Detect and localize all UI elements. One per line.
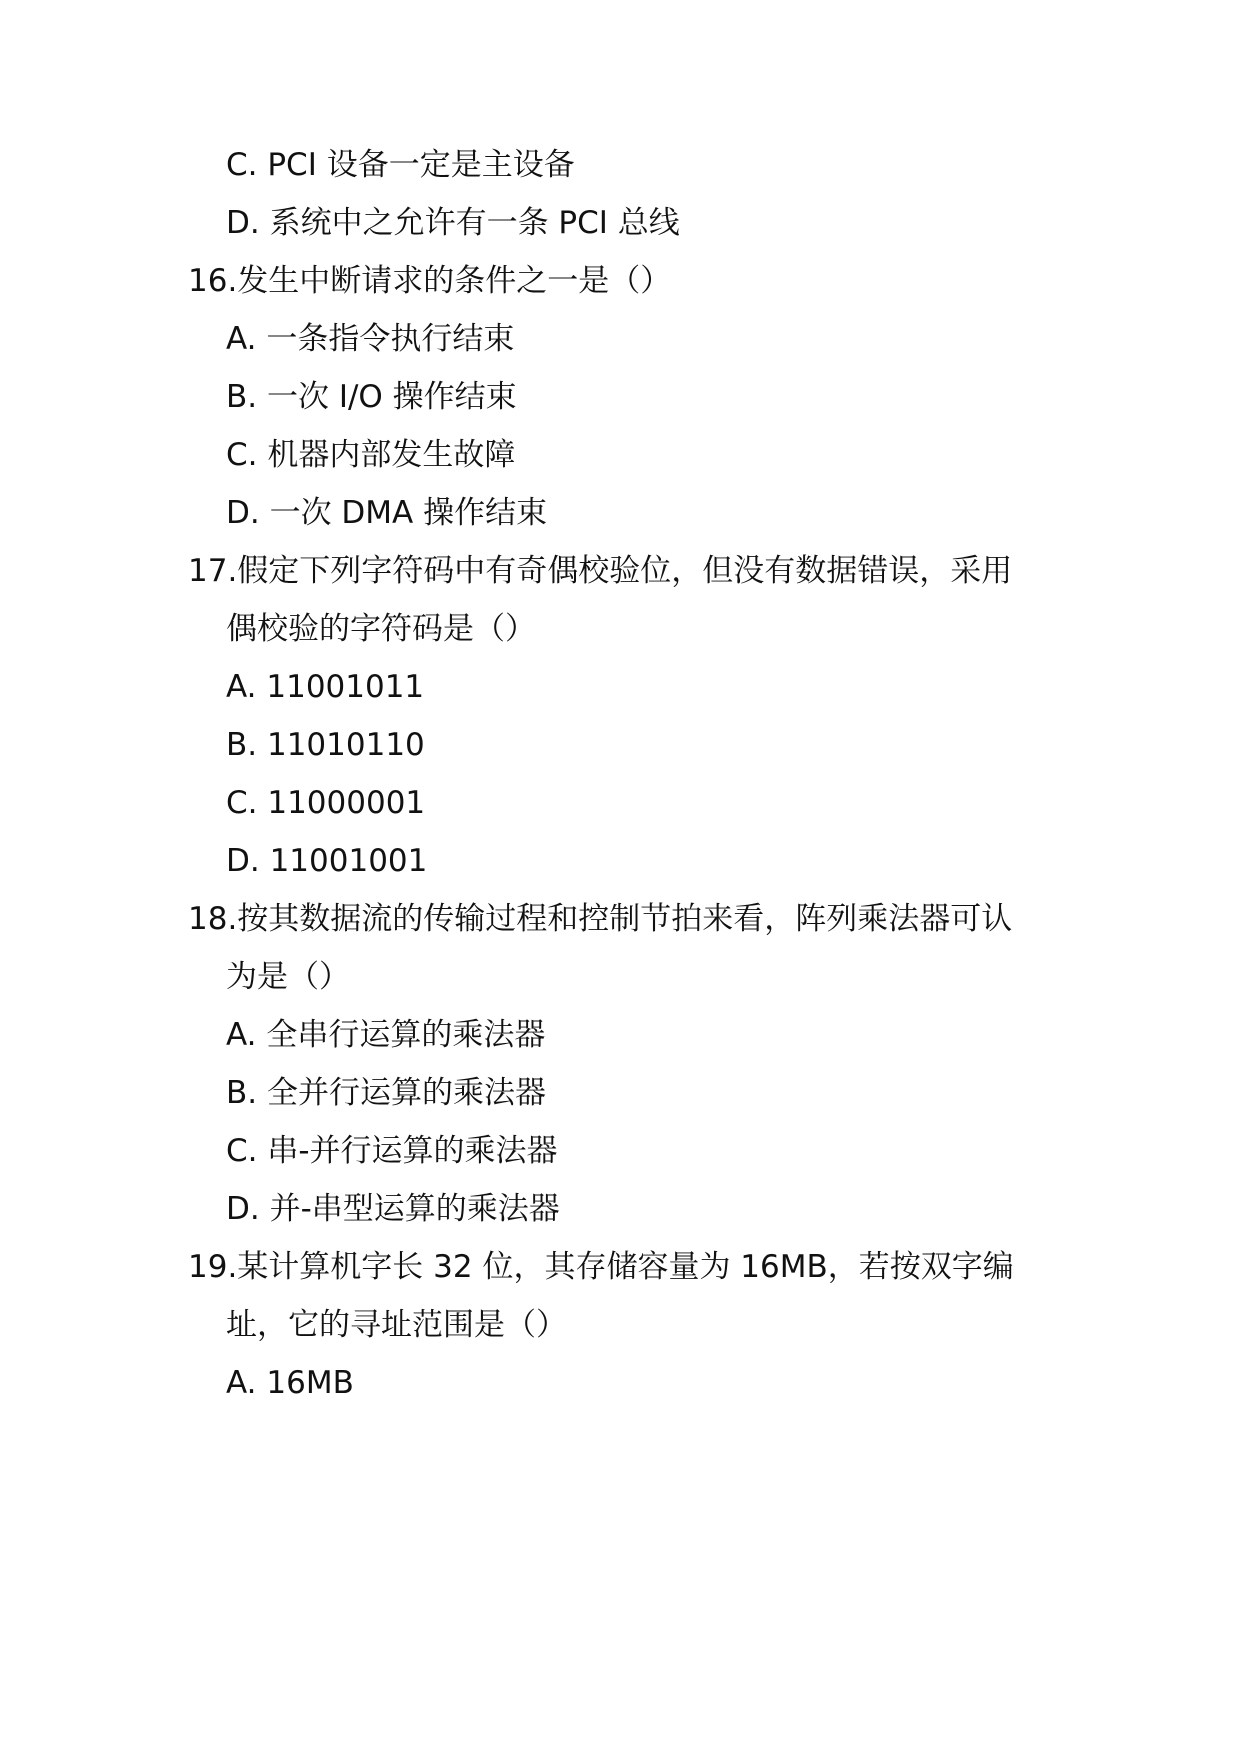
question-18-continuation: 为是（）: [226, 959, 350, 995]
option-18b: B. 全并行运算的乘法器: [226, 1075, 546, 1111]
option-18d: D. 并-串型运算的乘法器: [226, 1191, 560, 1227]
option-16a: A. 一条指令执行结束: [226, 321, 515, 357]
option-17c: C. 11000001: [226, 785, 426, 821]
option-17a: A. 11001011: [226, 669, 425, 705]
question-19: 19.某计算机字长 32 位，其存储容量为 16MB，若按双字编: [188, 1249, 1014, 1285]
question-19-continuation: 址，它的寻址范围是（）: [226, 1307, 567, 1343]
question-17-continuation: 偶校验的字符码是（）: [226, 611, 536, 647]
option-19a: A. 16MB: [226, 1365, 354, 1401]
question-18: 18.按其数据流的传输过程和控制节拍来看，阵列乘法器可认: [188, 901, 1013, 937]
option-16d: D. 一次 DMA 操作结束: [226, 495, 548, 531]
option-15c: C. PCI 设备一定是主设备: [226, 147, 575, 183]
option-18a: A. 全串行运算的乘法器: [226, 1017, 546, 1053]
option-18c: C. 串-并行运算的乘法器: [226, 1133, 558, 1169]
question-17: 17.假定下列字符码中有奇偶校验位，但没有数据错误，采用: [188, 553, 1013, 589]
option-15d: D. 系统中之允许有一条 PCI 总线: [226, 205, 680, 241]
option-17d: D. 11001001: [226, 843, 428, 879]
option-16b: B. 一次 I/O 操作结束: [226, 379, 517, 415]
option-16c: C. 机器内部发生故障: [226, 437, 516, 473]
option-17b: B. 11010110: [226, 727, 425, 763]
question-16: 16.发生中断请求的条件之一是（）: [188, 263, 672, 299]
